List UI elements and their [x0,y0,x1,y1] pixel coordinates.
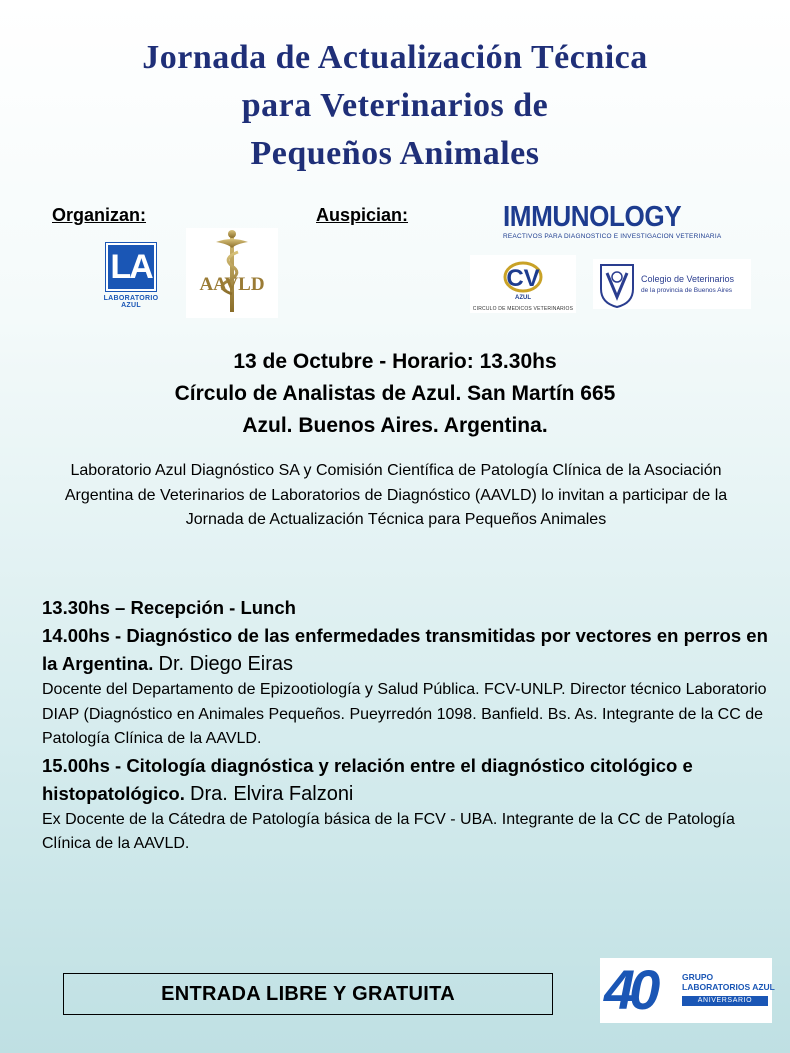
laboratorio-azul-logo [96,243,166,307]
svg-text:AZUL: AZUL [515,295,531,301]
caduceus-icon [186,228,278,318]
speaker-bio: Ex Docente de la Cátedra de Patología básica de la FCV - UBA. Integrante de la CC de Patología Clínica de la AAVLD. [42,810,735,852]
event-location: Azul. Buenos Aires. Argentina. [242,414,548,437]
aavld-logo [186,228,278,318]
speaker-name: Dra. Elvira Falzoni [190,782,354,805]
event-date: 13 de Octubre - Horario: 13.30hs [233,350,557,373]
title-line-1: Jornada de Actualización Técnica [142,39,648,76]
title-line-3: Pequeños Animales [250,135,540,172]
intro-paragraph: Laboratorio Azul Diagnóstico SA y Comisión Científica de Patología Clínica de la Asociación Argentina de Veterinarios de Laboratorios de Diagnóstico (AAVLD) lo invitan a participar de la Jornada de Actualización Técnica para Pequeños Animales [64,462,728,528]
page-title [0,34,790,178]
aniversario-group: GRUPO LABORATORIOS AZUL [682,972,775,992]
cmv-azul-logo [470,255,576,313]
aniversario-logo [600,958,775,1023]
immunology-subtitle: REACTIVOS PARA DIAGNOSTICO E INVESTIGACION VETERINARIA [503,233,722,240]
aniversario-number: 40 [604,958,655,1021]
colegio-text: Colegio de Veterinarios de la provincia de Buenos Aires [641,274,735,294]
lab-logo-caption: LABORATORIO AZUL [103,295,159,309]
lab-logo-mark: LA [106,243,156,291]
colegio-veterinarios-logo [593,259,751,309]
event-details [0,346,790,442]
entrada-banner: ENTRADA LIBRE Y GRATUITA [63,973,553,1015]
organizers-label: Organizan: [52,205,147,225]
title-line-2: para Veterinarios de [241,87,549,124]
immunology-wordmark: IMMUNOLOGY [503,201,682,233]
cmv-caption: CIRCULO DE MEDICOS VETERINARIOS [472,306,574,312]
immunology-logo [503,201,722,242]
program-item-heading: 13.30hs – Recepción - Lunch [42,597,296,618]
svg-text:CV: CV [506,265,540,292]
event-venue: Círculo de Analistas de Azul. San Martín 665 [174,382,616,405]
program-item-heading: 15.00hs - Citología diagnóstica y relación entre el diagnóstico citológico e histopatológico. Dra. Elvira Falzoni [42,754,693,805]
colegio-emblem-icon [595,259,639,309]
speaker-bio: Docente del Departamento de Epizootiología y Salud Pública. FCV-UNLP. Director técnico Laboratorio DIAP (Diagnóstico en Animales Pequeños. Pueyrredón 1098. Banfield. Bs. As. Integrante de la CC de Patología Clínica de la AAVLD. [42,681,767,747]
aniversario-banner: ANIVERSARIO [682,996,768,1006]
program-item-heading: 14.00hs - Diagnóstico de las enfermedades transmitidas por vectores en perros en la Argentina. Dr. Diego Eiras [42,625,768,675]
sponsors-label: Auspician: [316,205,409,225]
svg-text:AAVLD: AAVLD [199,274,265,295]
program-list [42,594,772,857]
speaker-name: Dr. Diego Eiras [158,653,294,675]
cmv-mark-icon [470,255,576,301]
